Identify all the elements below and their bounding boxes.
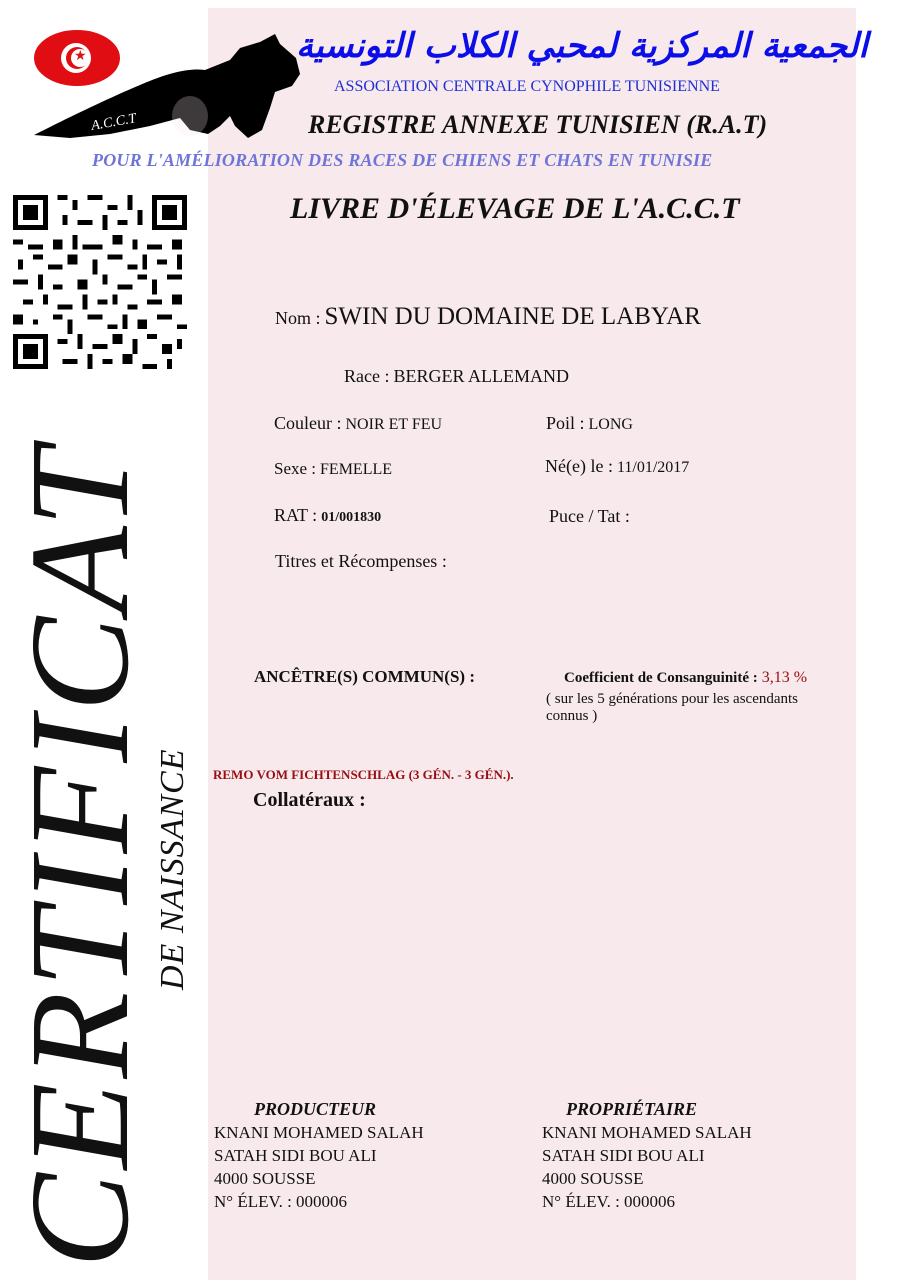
coefficient-row xyxy=(564,669,807,687)
rat-row xyxy=(274,505,381,526)
producteur-block xyxy=(214,1098,424,1213)
couleur-value: NOIR ET FEU xyxy=(345,416,443,433)
poil-row xyxy=(546,413,633,434)
coefficient-value: 3,13 % xyxy=(761,669,808,686)
tagline: POUR L'AMÉLIORATION DES RACES DE CHIENS ET CHATS EN TUNISIE xyxy=(92,150,713,170)
book-title: LIVRE D'ÉLEVAGE DE L'A.C.C.T xyxy=(290,192,740,225)
poil-value: LONG xyxy=(588,416,633,433)
proprietaire-address: SATAH SIDI BOU ALI xyxy=(542,1146,705,1165)
association-name: ASSOCIATION CENTRALE CYNOPHILE TUNISIENNE xyxy=(334,78,720,95)
proprietaire-city: 4000 SOUSSE xyxy=(542,1169,644,1188)
rat-label: RAT : xyxy=(274,505,318,525)
coefficient-note-line2: connus ) xyxy=(546,708,598,724)
couleur-label: Couleur : xyxy=(274,413,342,433)
proprietaire-elev: N° ÉLEV. : 000006 xyxy=(542,1192,676,1211)
proprietaire-block xyxy=(542,1098,752,1213)
race-row xyxy=(344,366,569,387)
collateraux-label: Collatéraux : xyxy=(253,789,366,811)
common-ancestor: REMO VOM FICHTENSCHLAG (3 GÉN. - 3 GÉN.). xyxy=(213,767,514,782)
ne-row xyxy=(545,456,689,477)
qr-code-icon xyxy=(8,190,192,374)
ne-value: 11/01/2017 xyxy=(616,459,690,476)
certificat-vertical-title: CERTIFICAT xyxy=(0,444,158,1268)
registre-title: REGISTRE ANNEXE TUNISIEN (R.A.T) xyxy=(308,110,768,139)
nom-label: Nom : xyxy=(275,308,321,328)
ne-label: Né(e) le : xyxy=(545,456,613,476)
sexe-label: Sexe : xyxy=(274,459,317,478)
race-label: Race : xyxy=(344,366,390,386)
poil-label: Poil : xyxy=(546,413,585,433)
producteur-title: PRODUCTEUR xyxy=(254,1099,377,1119)
logo-text: A.C.C.T xyxy=(90,111,138,134)
nom-row xyxy=(275,303,701,331)
arabic-title: الجمعية المركزية لمحبي الكلاب التونسية xyxy=(296,26,868,66)
proprietaire-title: PROPRIÉTAIRE xyxy=(566,1099,698,1119)
producteur-city: 4000 SOUSSE xyxy=(214,1169,316,1188)
dog-cat-logo-icon xyxy=(30,30,310,145)
producteur-address: SATAH SIDI BOU ALI xyxy=(214,1146,377,1165)
nom-value: SWIN DU DOMAINE DE LABYAR xyxy=(324,303,701,330)
puce-label: Puce / Tat : xyxy=(549,506,630,526)
sexe-row xyxy=(274,459,392,479)
de-naissance-vertical-title: DE NAISSANCE xyxy=(154,748,191,990)
ancetres-label: ANCÊTRE(S) COMMUN(S) : xyxy=(254,667,475,686)
coefficient-note xyxy=(546,691,798,725)
proprietaire-name: KNANI MOHAMED SALAH xyxy=(542,1123,752,1142)
couleur-row xyxy=(274,413,442,434)
tunisia-flag-icon: ★ xyxy=(34,30,120,86)
coefficient-note-line1: ( sur les 5 générations pour les ascendants xyxy=(546,691,799,707)
rat-value: 01/001830 xyxy=(321,510,382,525)
race-value: BERGER ALLEMAND xyxy=(393,366,569,386)
coefficient-label: Coefficient de Consanguinité : xyxy=(564,670,758,686)
sexe-value: FEMELLE xyxy=(320,461,393,478)
producteur-name: KNANI MOHAMED SALAH xyxy=(214,1123,424,1142)
producteur-elev: N° ÉLEV. : 000006 xyxy=(214,1192,348,1211)
titres-label: Titres et Récompenses : xyxy=(275,551,447,571)
